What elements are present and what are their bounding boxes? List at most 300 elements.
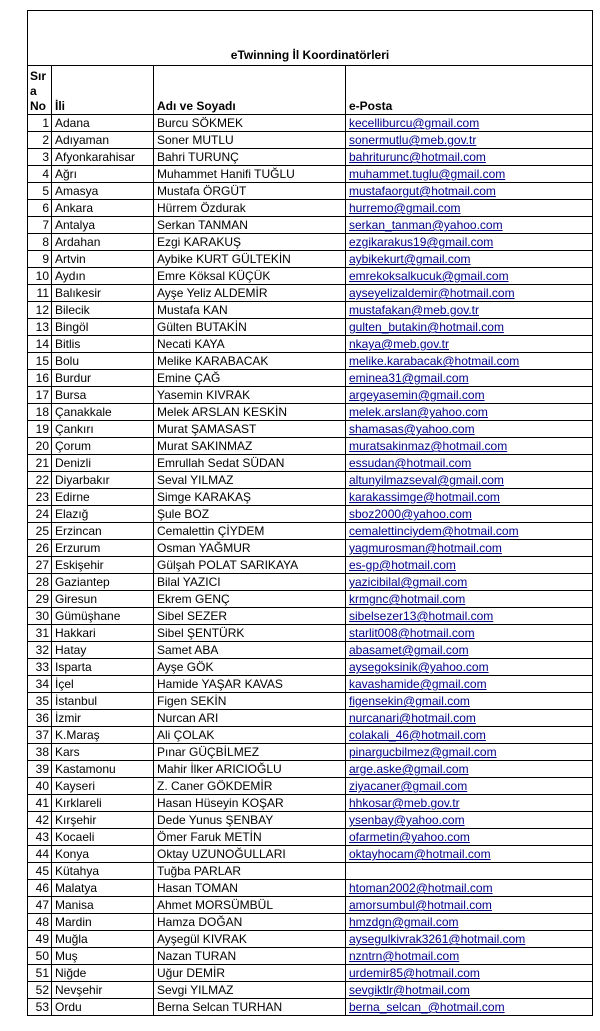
- row-email[interactable]: [346, 846, 593, 863]
- row-number: 40: [28, 778, 52, 795]
- row-email[interactable]: [346, 965, 593, 982]
- email-link[interactable]: urdemir85@hotmail.com: [349, 966, 480, 980]
- row-number: 35: [28, 693, 52, 710]
- row-email[interactable]: [346, 982, 593, 999]
- row-province: Edirne: [52, 489, 154, 506]
- table-row: [28, 472, 593, 489]
- email-link[interactable]: eminea31@gmail.com: [349, 371, 469, 385]
- row-number: 4: [28, 166, 52, 183]
- email-link[interactable]: htoman2002@hotmail.com: [349, 881, 493, 895]
- row-name: Nazan TURAN: [154, 948, 346, 965]
- table-row: [28, 523, 593, 540]
- table-row: [28, 557, 593, 574]
- row-number: 38: [28, 744, 52, 761]
- row-province: Malatya: [52, 880, 154, 897]
- row-number: 26: [28, 540, 52, 557]
- row-email[interactable]: [346, 319, 593, 336]
- email-link[interactable]: arge.aske@gmail.com: [349, 762, 469, 776]
- email-link[interactable]: figensekin@gmail.com: [349, 694, 470, 708]
- email-link[interactable]: mustafakan@meb.gov.tr: [349, 303, 480, 317]
- row-name: Hamide YAŞAR KAVAS: [154, 676, 346, 693]
- row-number: 24: [28, 506, 52, 523]
- row-province: Ordu: [52, 999, 154, 1016]
- row-email[interactable]: [346, 404, 593, 421]
- row-email[interactable]: [346, 591, 593, 608]
- row-number: 19: [28, 421, 52, 438]
- row-name: Sibel SEZER: [154, 608, 346, 625]
- row-number: 13: [28, 319, 52, 336]
- row-province: Kütahya: [52, 863, 154, 880]
- row-email[interactable]: [346, 727, 593, 744]
- row-province: Adana: [52, 115, 154, 132]
- row-number: 52: [28, 982, 52, 999]
- email-link[interactable]: gulten_butakin@hotmail.com: [349, 320, 504, 334]
- table-row: [28, 217, 593, 234]
- table-row: [28, 421, 593, 438]
- row-email[interactable]: [346, 574, 593, 591]
- row-email[interactable]: [346, 914, 593, 931]
- table-row: [28, 897, 593, 914]
- row-province: Erzurum: [52, 540, 154, 557]
- row-province: Burdur: [52, 370, 154, 387]
- row-email[interactable]: [346, 676, 593, 693]
- row-number: 27: [28, 557, 52, 574]
- row-email[interactable]: [346, 336, 593, 353]
- email-link[interactable]: emrekoksalkucuk@gmail.com: [349, 269, 509, 283]
- row-number: 49: [28, 931, 52, 948]
- table-row: [28, 268, 593, 285]
- row-number: 36: [28, 710, 52, 727]
- row-email[interactable]: [346, 166, 593, 183]
- email-link[interactable]: ezgikarakus19@gmail.com: [349, 235, 494, 249]
- row-number: 45: [28, 863, 52, 880]
- row-name: Murat SAKINMAZ: [154, 438, 346, 455]
- row-province: Eskişehir: [52, 557, 154, 574]
- row-email[interactable]: [346, 234, 593, 251]
- email-link[interactable]: es-gp@hotmail.com: [349, 558, 456, 572]
- email-link[interactable]: aysegoksinik@yahoo.com: [349, 660, 489, 674]
- row-email[interactable]: [346, 693, 593, 710]
- email-link[interactable]: bahriturunc@hotmail.com: [349, 150, 486, 164]
- row-name: Melike KARABACAK: [154, 353, 346, 370]
- row-province: İçel: [52, 676, 154, 693]
- row-name: Necati KAYA: [154, 336, 346, 353]
- row-number: 25: [28, 523, 52, 540]
- email-link[interactable]: kecelliburcu@gmail.com: [349, 116, 480, 130]
- row-name: Gülten BUTAKİN: [154, 319, 346, 336]
- row-province: Ağrı: [52, 166, 154, 183]
- table-row: [28, 948, 593, 965]
- table-row: [28, 710, 593, 727]
- email-link[interactable]: colakali_46@hotmail.com: [349, 728, 486, 742]
- email-link[interactable]: yagmurosman@hotmail.com: [349, 541, 502, 555]
- email-link[interactable]: karakassimge@hotmail.com: [349, 490, 500, 504]
- row-email[interactable]: [346, 455, 593, 472]
- row-number: 29: [28, 591, 52, 608]
- email-link[interactable]: hurremo@gmail.com: [349, 201, 461, 215]
- table-row: [28, 149, 593, 166]
- row-number: 15: [28, 353, 52, 370]
- row-province: Gaziantep: [52, 574, 154, 591]
- table-row: [28, 200, 593, 217]
- row-name: Oktay UZUNOĞULLARI: [154, 846, 346, 863]
- table-row: [28, 319, 593, 336]
- row-province: Bilecik: [52, 302, 154, 319]
- row-email[interactable]: [346, 387, 593, 404]
- row-name: Aybike KURT GÜLTEKİN: [154, 251, 346, 268]
- header-il: İli: [52, 66, 154, 115]
- row-email[interactable]: [346, 829, 593, 846]
- email-link[interactable]: nurcanari@hotmail.com: [349, 711, 476, 725]
- row-province: Bitlis: [52, 336, 154, 353]
- row-email[interactable]: [346, 625, 593, 642]
- row-email[interactable]: [346, 897, 593, 914]
- email-link[interactable]: essudan@hotmail.com: [349, 456, 472, 470]
- row-number: 43: [28, 829, 52, 846]
- row-email[interactable]: [346, 200, 593, 217]
- row-province: Antalya: [52, 217, 154, 234]
- row-name: Ali ÇOLAK: [154, 727, 346, 744]
- table-row: [28, 370, 593, 387]
- row-email[interactable]: [346, 863, 593, 880]
- row-province: Bursa: [52, 387, 154, 404]
- email-link[interactable]: starlit008@hotmail.com: [349, 626, 475, 640]
- table-row: [28, 812, 593, 829]
- row-name: Bilal YAZICI: [154, 574, 346, 591]
- row-province: Balıkesir: [52, 285, 154, 302]
- table-row: [28, 387, 593, 404]
- table-row: [28, 302, 593, 319]
- row-email[interactable]: [346, 132, 593, 149]
- row-email[interactable]: [346, 353, 593, 370]
- row-province: Bolu: [52, 353, 154, 370]
- table-row: [28, 506, 593, 523]
- table-row: [28, 659, 593, 676]
- email-link[interactable]: argeyasemin@gmail.com: [349, 388, 485, 402]
- table-row: [28, 693, 593, 710]
- row-email[interactable]: [346, 285, 593, 302]
- row-province: Kars: [52, 744, 154, 761]
- row-name: Hamza DOĞAN: [154, 914, 346, 931]
- email-link[interactable]: muratsakinmaz@hotmail.com: [349, 439, 508, 453]
- row-email[interactable]: [346, 659, 593, 676]
- table-row: [28, 540, 593, 557]
- table-row: [28, 404, 593, 421]
- row-number: 50: [28, 948, 52, 965]
- row-number: 48: [28, 914, 52, 931]
- row-email[interactable]: [346, 421, 593, 438]
- row-name: Ayşe GÖK: [154, 659, 346, 676]
- email-link[interactable]: berna_selcan_@hotmail.com: [349, 1000, 505, 1014]
- row-name: Z. Caner GÖKDEMİR: [154, 778, 346, 795]
- table-row: [28, 438, 593, 455]
- email-link[interactable]: aysegulkivrak3261@hotmail.com: [349, 932, 526, 946]
- row-province: Mardin: [52, 914, 154, 931]
- row-province: Artvin: [52, 251, 154, 268]
- row-name: Mahir İlker ARICIOĞLU: [154, 761, 346, 778]
- row-province: Hakkari: [52, 625, 154, 642]
- table-row: [28, 914, 593, 931]
- row-number: 44: [28, 846, 52, 863]
- table-row: [28, 642, 593, 659]
- table-row: [28, 982, 593, 999]
- row-name: Osman YAĞMUR: [154, 540, 346, 557]
- email-link[interactable]: ziyacaner@gmail.com: [349, 779, 468, 793]
- row-province: İstanbul: [52, 693, 154, 710]
- row-province: Manisa: [52, 897, 154, 914]
- table-row: [28, 778, 593, 795]
- email-link[interactable]: mustafaorgut@hotmail.com: [349, 184, 496, 198]
- row-province: Muş: [52, 948, 154, 965]
- table-row: [28, 999, 593, 1016]
- table-row: [28, 625, 593, 642]
- email-link[interactable]: krmgnc@hotmail.com: [349, 592, 466, 606]
- row-name: Emre Köksal KÜÇÜK: [154, 268, 346, 285]
- row-province: Ankara: [52, 200, 154, 217]
- email-link[interactable]: shamasas@yahoo.com: [349, 422, 475, 436]
- email-link[interactable]: sevgiktlr@hotmail.com: [349, 983, 470, 997]
- row-number: 47: [28, 897, 52, 914]
- row-province: İzmir: [52, 710, 154, 727]
- row-number: 32: [28, 642, 52, 659]
- email-link[interactable]: oktayhocam@hotmail.com: [349, 847, 491, 861]
- row-name: Ezgi KARAKUŞ: [154, 234, 346, 251]
- header-sira-no: Sır a No: [28, 66, 52, 115]
- row-number: 46: [28, 880, 52, 897]
- row-number: 16: [28, 370, 52, 387]
- row-number: 10: [28, 268, 52, 285]
- row-number: 6: [28, 200, 52, 217]
- row-number: 28: [28, 574, 52, 591]
- email-link[interactable]: ayseyelizaldemir@hotmail.com: [349, 286, 515, 300]
- row-number: 11: [28, 285, 52, 302]
- row-name: Samet ABA: [154, 642, 346, 659]
- row-name: Tuğba PARLAR: [154, 863, 346, 880]
- table-row: [28, 285, 593, 302]
- table-row: [28, 795, 593, 812]
- row-province: Niğde: [52, 965, 154, 982]
- email-link[interactable]: yazicibilal@gmail.com: [349, 575, 468, 589]
- row-number: 21: [28, 455, 52, 472]
- row-email[interactable]: [346, 948, 593, 965]
- row-province: Konya: [52, 846, 154, 863]
- row-name: Ömer Faruk METİN: [154, 829, 346, 846]
- row-name: Burcu SÖKMEK: [154, 115, 346, 132]
- row-province: Denizli: [52, 455, 154, 472]
- row-email[interactable]: [346, 251, 593, 268]
- table-row: [28, 166, 593, 183]
- row-province: Kırklareli: [52, 795, 154, 812]
- row-number: 33: [28, 659, 52, 676]
- row-email[interactable]: [346, 149, 593, 166]
- row-number: 42: [28, 812, 52, 829]
- row-email[interactable]: [346, 540, 593, 557]
- table-row: [28, 591, 593, 608]
- email-link[interactable]: ofarmetin@yahoo.com: [349, 830, 470, 844]
- row-number: 20: [28, 438, 52, 455]
- row-email[interactable]: [346, 710, 593, 727]
- table-title: eTwinning İl Koordinatörleri: [28, 11, 593, 66]
- row-province: Kırşehir: [52, 812, 154, 829]
- row-email[interactable]: [346, 744, 593, 761]
- row-email[interactable]: [346, 438, 593, 455]
- row-name: Hürrem Özdurak: [154, 200, 346, 217]
- row-province: Aydın: [52, 268, 154, 285]
- row-email[interactable]: [346, 268, 593, 285]
- row-province: Ardahan: [52, 234, 154, 251]
- table-row: [28, 574, 593, 591]
- email-link[interactable]: sboz2000@yahoo.com: [349, 507, 472, 521]
- row-province: Isparta: [52, 659, 154, 676]
- row-number: 9: [28, 251, 52, 268]
- row-name: Ayşegül KIVRAK: [154, 931, 346, 948]
- row-email[interactable]: [346, 183, 593, 200]
- row-number: 22: [28, 472, 52, 489]
- table-row: [28, 608, 593, 625]
- row-name: Melek ARSLAN KESKİN: [154, 404, 346, 421]
- row-name: Emrullah Sedat SÜDAN: [154, 455, 346, 472]
- email-link[interactable]: kavashamide@gmail.com: [349, 677, 487, 691]
- table-row: [28, 863, 593, 880]
- email-link[interactable]: altunyilmazseval@gmail.com: [349, 473, 504, 487]
- row-province: Diyarbakır: [52, 472, 154, 489]
- row-name: Emine ÇAĞ: [154, 370, 346, 387]
- row-email[interactable]: [346, 931, 593, 948]
- email-link[interactable]: melek.arslan@yahoo.com: [349, 405, 488, 419]
- email-link[interactable]: serkan_tanman@yahoo.com: [349, 218, 503, 232]
- table-row: [28, 931, 593, 948]
- table-row: [28, 744, 593, 761]
- email-link[interactable]: cemalettinciydem@hotmail.com: [349, 524, 519, 538]
- table-row: [28, 353, 593, 370]
- row-email[interactable]: [346, 557, 593, 574]
- row-number: 30: [28, 608, 52, 625]
- table-row: [28, 761, 593, 778]
- email-link[interactable]: hmzdgn@gmail.com: [349, 915, 459, 929]
- row-email[interactable]: [346, 778, 593, 795]
- row-name: Nurcan ARI: [154, 710, 346, 727]
- row-number: 34: [28, 676, 52, 693]
- row-number: 51: [28, 965, 52, 982]
- row-province: Kayseri: [52, 778, 154, 795]
- row-name: Figen SEKİN: [154, 693, 346, 710]
- row-name: Simge KARAKAŞ: [154, 489, 346, 506]
- row-email[interactable]: [346, 472, 593, 489]
- row-name: Yasemin KIVRAK: [154, 387, 346, 404]
- row-province: K.Maraş: [52, 727, 154, 744]
- email-link[interactable]: pinargucbilmez@gmail.com: [349, 745, 497, 759]
- row-name: Gülşah POLAT SARIKAYA: [154, 557, 346, 574]
- row-name: Ayşe Yeliz ALDEMİR: [154, 285, 346, 302]
- email-link[interactable]: amorsumbul@hotmail.com: [349, 898, 492, 912]
- email-link[interactable]: abasamet@gmail.com: [349, 643, 469, 657]
- row-email[interactable]: [346, 302, 593, 319]
- row-name: Sevgi YILMAZ: [154, 982, 346, 999]
- row-name: Sibel ŞENTÜRK: [154, 625, 346, 642]
- table-row: [28, 846, 593, 863]
- header-email: e-Posta: [346, 66, 593, 115]
- header-row: [28, 66, 593, 115]
- row-name: Cemalettin ÇİYDEM: [154, 523, 346, 540]
- row-name: Dede Yunus ŞENBAY: [154, 812, 346, 829]
- row-number: 14: [28, 336, 52, 353]
- row-province: Hatay: [52, 642, 154, 659]
- row-email[interactable]: [346, 999, 593, 1016]
- email-link[interactable]: melike.karabacak@hotmail.com: [349, 354, 520, 368]
- row-email[interactable]: [346, 523, 593, 540]
- email-link[interactable]: sonermutlu@meb.gov.tr: [349, 133, 477, 147]
- row-email[interactable]: [346, 608, 593, 625]
- row-number: 1: [28, 115, 52, 132]
- row-province: Muğla: [52, 931, 154, 948]
- row-province: Kocaeli: [52, 829, 154, 846]
- row-number: 53: [28, 999, 52, 1016]
- row-name: Berna Selcan TURHAN: [154, 999, 346, 1016]
- table-row: [28, 234, 593, 251]
- row-name: Ekrem GENÇ: [154, 591, 346, 608]
- row-province: Elazığ: [52, 506, 154, 523]
- email-link[interactable]: nkaya@meb.gov.tr: [349, 337, 450, 351]
- row-province: Erzincan: [52, 523, 154, 540]
- row-name: Muhammet Hanifi TUĞLU: [154, 166, 346, 183]
- table-row: [28, 115, 593, 132]
- table-row: [28, 132, 593, 149]
- row-number: 3: [28, 149, 52, 166]
- row-number: 7: [28, 217, 52, 234]
- row-name: Hasan TOMAN: [154, 880, 346, 897]
- email-link[interactable]: ysenbay@yahoo.com: [349, 813, 465, 827]
- row-email[interactable]: [346, 489, 593, 506]
- row-email[interactable]: [346, 506, 593, 523]
- email-link[interactable]: aybikekurt@gmail.com: [349, 252, 471, 266]
- row-email[interactable]: [346, 217, 593, 234]
- table-row: [28, 336, 593, 353]
- coordinators-sheet: [27, 10, 592, 1016]
- row-number: 23: [28, 489, 52, 506]
- row-email[interactable]: [346, 795, 593, 812]
- row-name: Ahmet MORSÜMBÜL: [154, 897, 346, 914]
- email-link[interactable]: sibelsezer13@hotmail.com: [349, 609, 494, 623]
- table-row: [28, 880, 593, 897]
- row-email[interactable]: [346, 761, 593, 778]
- row-name: Mustafa KAN: [154, 302, 346, 319]
- row-number: 17: [28, 387, 52, 404]
- row-province: Giresun: [52, 591, 154, 608]
- row-province: Nevşehir: [52, 982, 154, 999]
- row-number: 5: [28, 183, 52, 200]
- row-name: Seval YILMAZ: [154, 472, 346, 489]
- table-row: [28, 489, 593, 506]
- row-province: Gümüşhane: [52, 608, 154, 625]
- table-row: [28, 251, 593, 268]
- row-number: 41: [28, 795, 52, 812]
- row-province: Çorum: [52, 438, 154, 455]
- row-email[interactable]: [346, 115, 593, 132]
- row-email[interactable]: [346, 642, 593, 659]
- table-row: [28, 727, 593, 744]
- row-email[interactable]: [346, 880, 593, 897]
- row-province: Çanakkale: [52, 404, 154, 421]
- table-row: [28, 183, 593, 200]
- row-province: Adıyaman: [52, 132, 154, 149]
- row-name: Soner MUTLU: [154, 132, 346, 149]
- row-number: 8: [28, 234, 52, 251]
- row-email[interactable]: [346, 370, 593, 387]
- email-link[interactable]: muhammet.tuglu@gmail.com: [349, 167, 506, 181]
- email-link[interactable]: nzntrn@hotmail.com: [349, 949, 460, 963]
- row-email[interactable]: [346, 812, 593, 829]
- email-link[interactable]: hhkosar@meb.gov.tr: [349, 796, 460, 810]
